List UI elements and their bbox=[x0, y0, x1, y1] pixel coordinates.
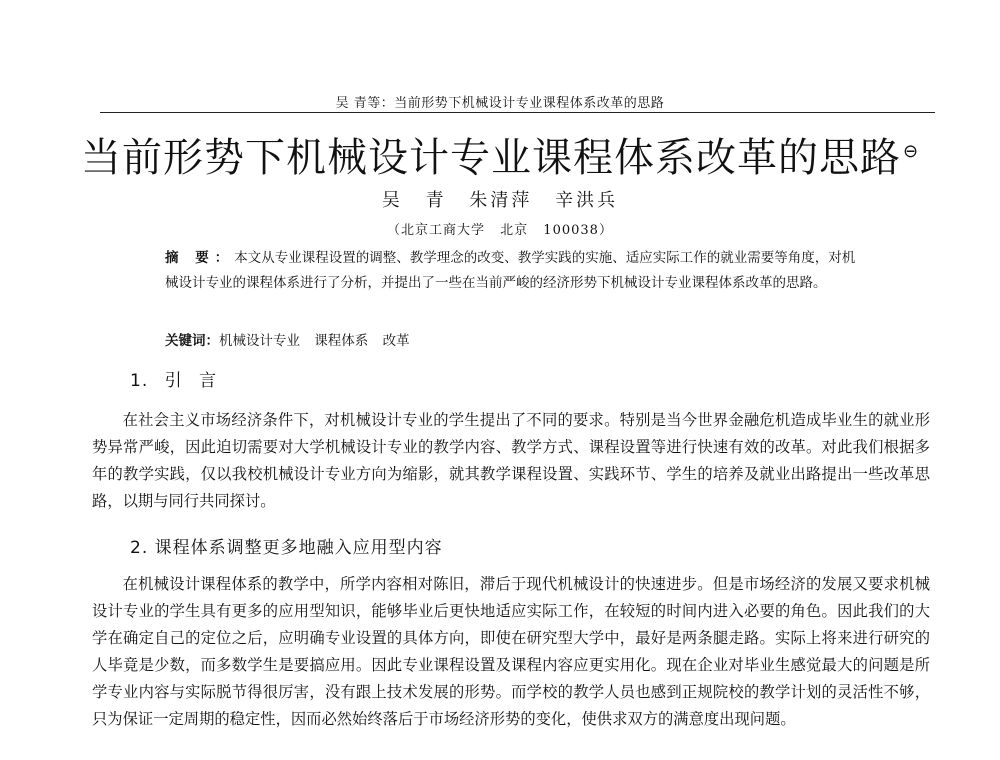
abstract-text: 本文从专业课程设置的调整、教学理念的改变、教学实践的实施、适应实际工作的就业需要等角度，对机械设计专业的课程体系进行了分析，并提出了一些在当前严峻的经济形势下机械设计专业课程体系改革的思路。 bbox=[165, 250, 856, 291]
keywords-text: 机械设计专业 课程体系 改革 bbox=[219, 333, 410, 349]
affiliation: （北京工商大学 北京 100038） bbox=[387, 223, 613, 238]
keywords-label: 关键词： bbox=[165, 333, 219, 349]
keywords bbox=[165, 329, 865, 353]
paper-title-text: 当前形势下机械设计专业课程体系改革的思路 bbox=[80, 135, 901, 181]
section-heading-introduction: 1. 引 言 bbox=[130, 371, 218, 391]
paper-title bbox=[0, 126, 1000, 183]
section-body-curriculum: 在机械设计课程体系的教学中，所学内容相对陈旧，滞后于现代机械设计的快速进步。但是市场经济的发展又要求机械设计专业的学生具有更多的应用型知识，能够毕业后更快地适应实际工作，在较短的时间内进入必要的角色。因此我们的大学在确定自己的定位之后，应明确专业设置的具体方向，即使在研究型大学中，最好是两条腿走路。实际上将来进行研究的人毕竟是少数，而多数学生是要搞应用。因此专业课程设置及课程内容应更实用化。现在企业对毕业生感觉最大的问题是所学专业内容与实际脱节得很厉害，没有跟上技术发展的形势。而学校的教学人员也感到正规院校的教学计划的灵活性不够，只为保证一定周期的稳定性，因而必然始终落后于市场经济形势的变化，使供求双方的满意度出现问题。 bbox=[92, 575, 930, 728]
footnote-mark: ⊖ bbox=[902, 140, 920, 162]
abstract bbox=[165, 246, 865, 296]
section-heading-curriculum: 2. 课程体系调整更多地融入应用型内容 bbox=[130, 538, 443, 558]
header-rule bbox=[100, 112, 935, 113]
authors: 吴 青 朱清萍 辛洪兵 bbox=[381, 190, 619, 211]
running-head: 吴 青等：当前形势下机械设计专业课程体系改革的思路 bbox=[335, 96, 665, 111]
abstract-label: 摘 要： bbox=[165, 250, 235, 266]
section-body-introduction: 在社会主义市场经济条件下，对机械设计专业的学生提出了不同的要求。特别是当今世界金融危机造成毕业生的就业形势异常严峻，因此迫切需要对大学机械设计专业的教学内容、教学方式、课程设置等进行快速有效的改革。对此我们根据多年的教学实践，仅以我校机械设计专业方向为缩影，就其教学课程设置、实践环节、学生的培养及就业出路提出一些改革思路，以期与同行共同探讨。 bbox=[92, 411, 930, 510]
